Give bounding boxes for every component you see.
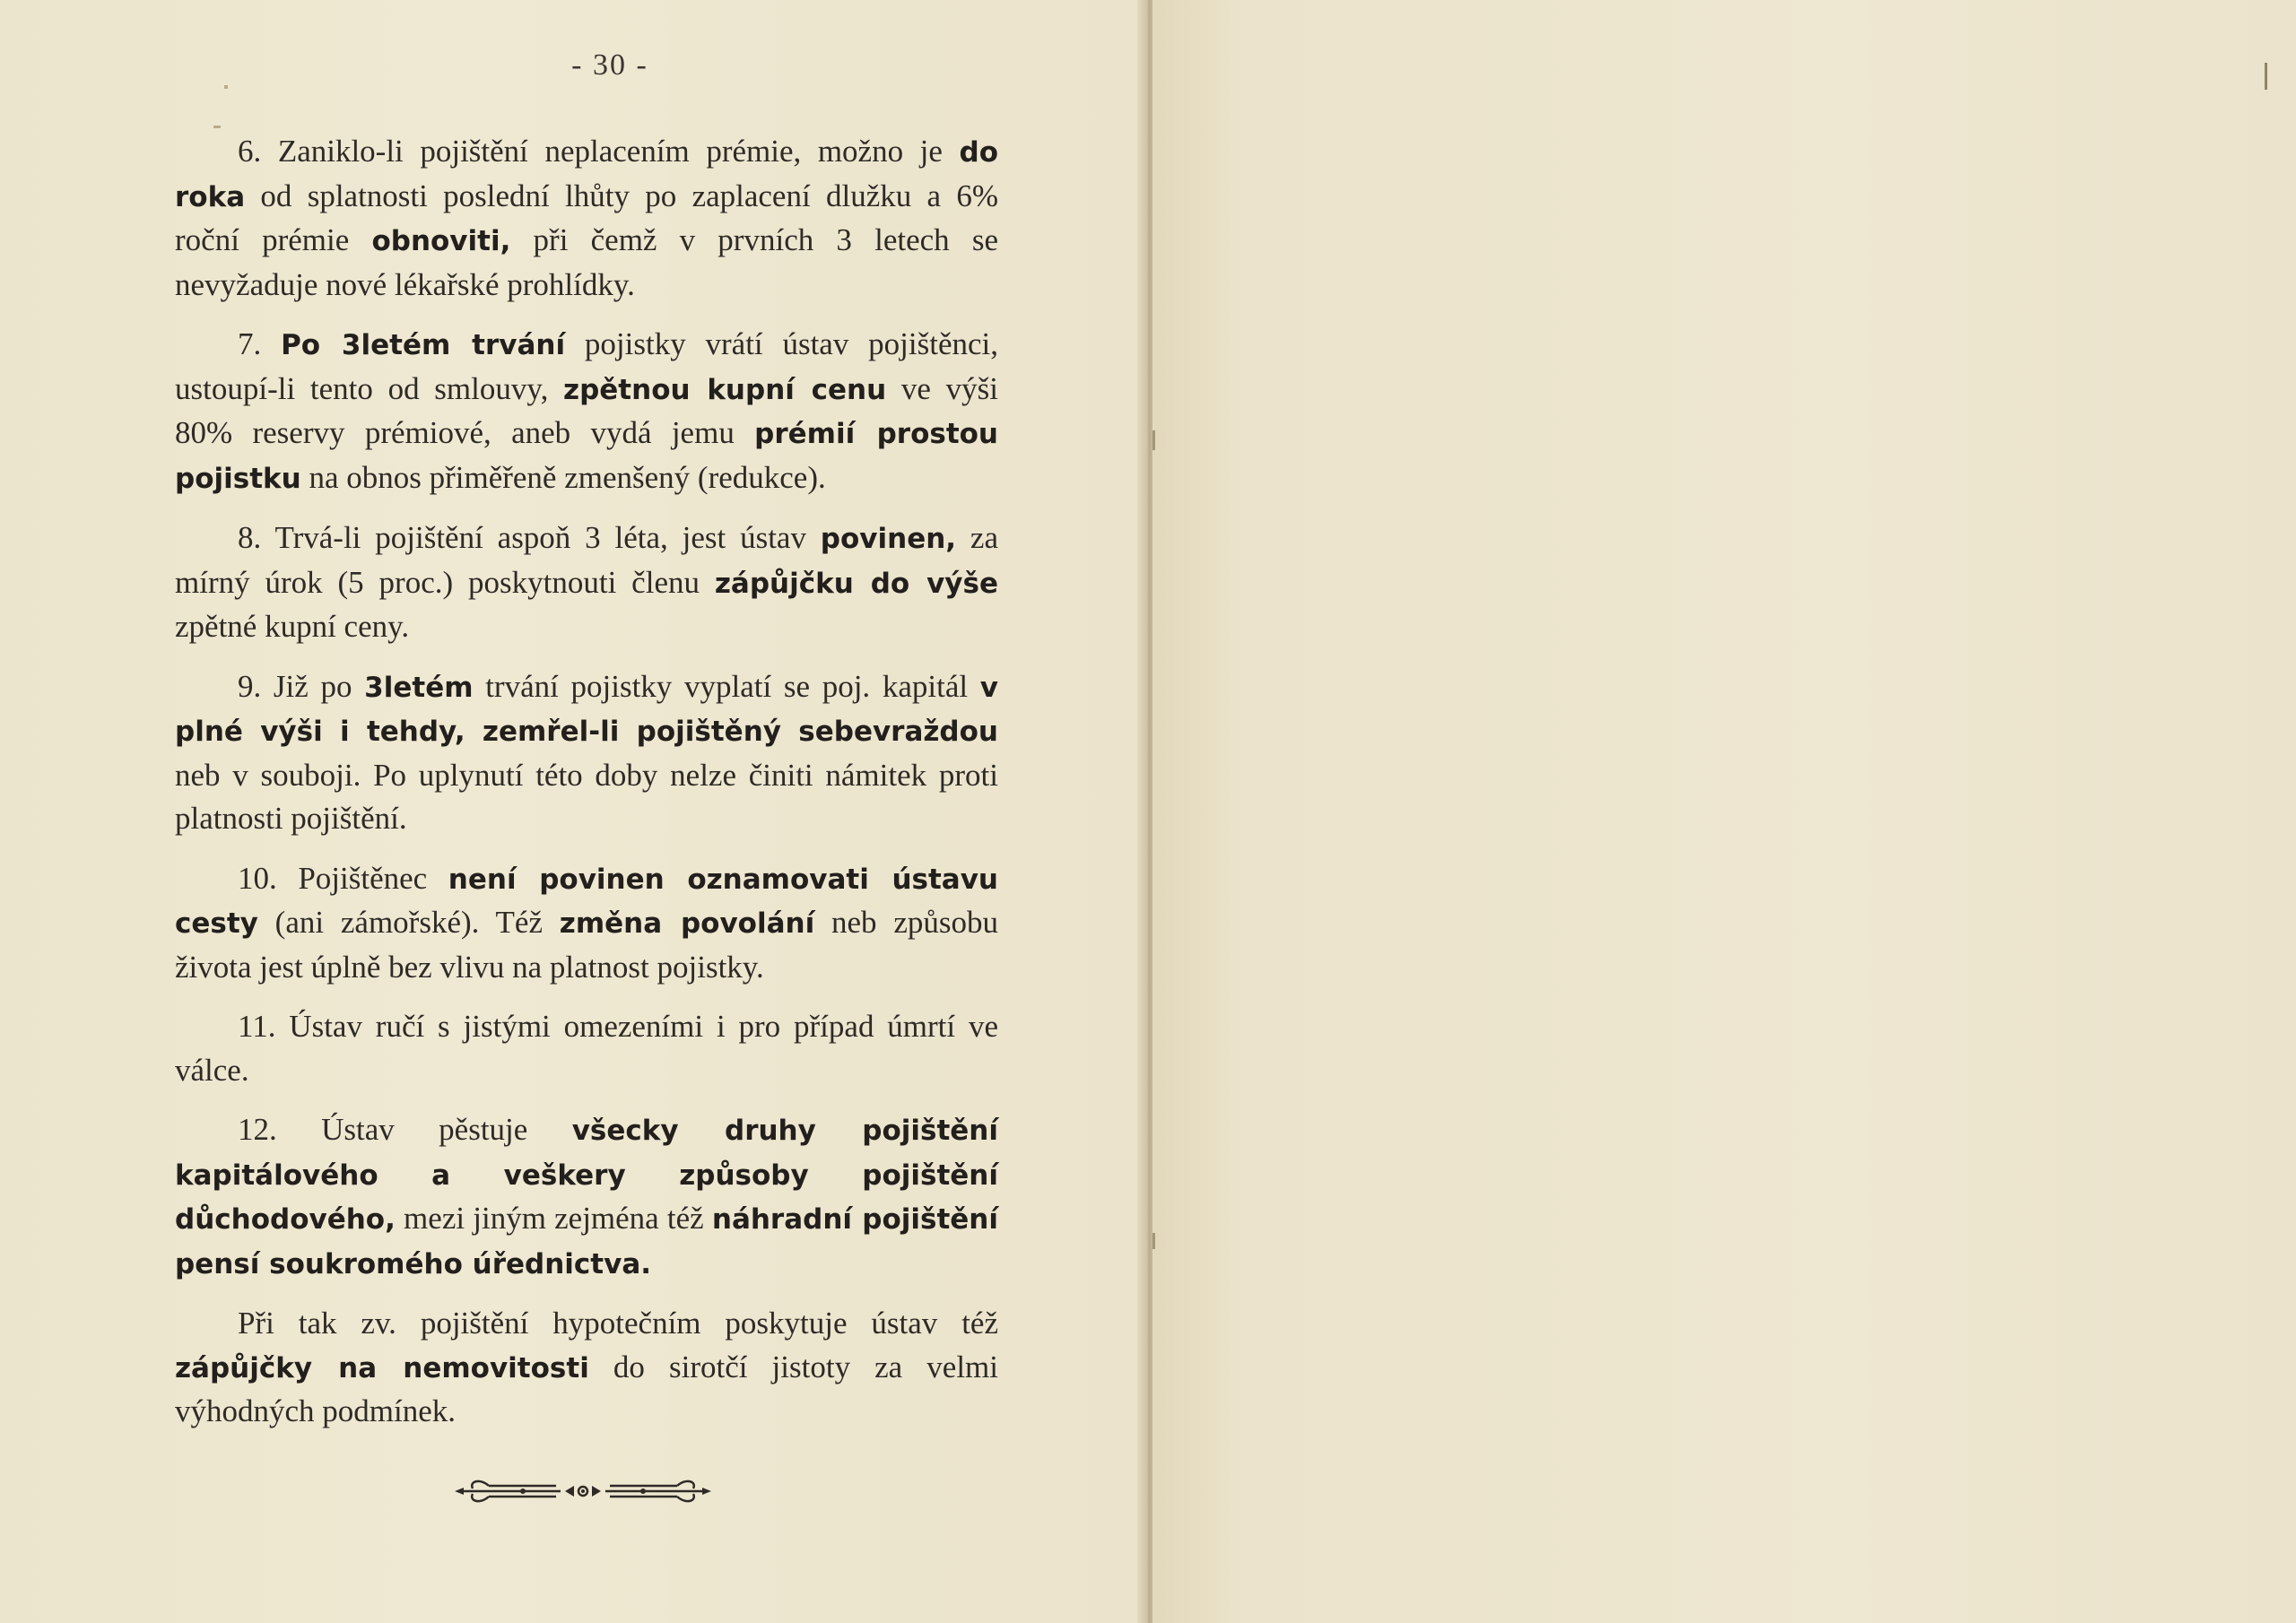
text-run: pojistky vrátí ústav pojištěnci, ustoupí-li tento od smlouvy, <box>175 326 998 406</box>
text-run: (ani zámořské). Též <box>257 905 560 940</box>
text-run: ve výši 80% reservy prémiové, aneb vydá jemu <box>175 370 998 450</box>
margin-mark <box>2265 63 2267 90</box>
text-run: mezi jiným zejména též <box>395 1201 712 1236</box>
bold-text: do roka <box>175 136 998 213</box>
margin-mark <box>1152 1233 1155 1249</box>
page-number: - 30 - <box>571 48 648 82</box>
text-run: neb způsobu života jest úplně bez vlivu na platnost pojistky. <box>175 905 998 985</box>
right-page <box>1152 0 2296 1623</box>
bold-text: Po 3letém trvání <box>281 329 566 361</box>
paragraph <box>175 1108 998 1286</box>
speck <box>213 126 221 128</box>
paragraph <box>175 857 998 990</box>
paragraph <box>175 665 998 841</box>
bold-text: zápůjčky na nemovitosti <box>175 1351 589 1384</box>
text-run: neb v souboji. Po uplynutí této doby nelze činiti námitek proti platnosti pojištění. <box>175 757 998 836</box>
speck <box>224 85 228 89</box>
text-run: od splatnosti poslední lhůty po zaplacení dlužku a 6% roční prémie <box>175 178 998 257</box>
text-run: 6. Zaniklo-li pojištění neplacením prémie, možno je <box>238 134 960 169</box>
text-run: Při tak zv. pojištění hypotečním poskytuje ústav též <box>238 1306 998 1341</box>
left-page <box>0 0 1144 1623</box>
body-text <box>175 130 998 1450</box>
text-run: 9. Již po <box>238 668 365 704</box>
text-run: 12. Ústav pěstuje <box>238 1112 572 1147</box>
bold-text: povinen, <box>820 523 957 555</box>
bold-text: není povinen oznamovati ústavu cesty <box>175 863 998 940</box>
bold-text: zápůjčku do výše <box>714 567 998 600</box>
paragraph <box>175 1302 998 1434</box>
bold-text: v plné výši i tehdy, zemřel-li pojištěný sebevraždou <box>175 671 998 748</box>
bold-text: 3letém <box>364 671 474 704</box>
ornament-divider-icon <box>453 1471 713 1512</box>
text-run: do sirotčí jistoty za velmi výhodných podmínek. <box>175 1349 998 1428</box>
bold-text: zpětnou kupní cenu <box>563 373 887 406</box>
bold-text: změna povolání <box>559 907 815 940</box>
bold-text: prémií prostou pojistku <box>175 418 998 495</box>
paragraph <box>175 323 998 500</box>
bold-text: obnoviti, <box>371 225 511 257</box>
text-run: při čemž v prvních 3 letech se nevyžaduje nové lékařské prohlídky. <box>175 222 998 302</box>
margin-mark <box>1152 430 1155 450</box>
text-run: trvání pojistky vyplatí se poj. kapitál <box>473 668 980 704</box>
text-run: na obnos přiměřeně zmenšený (redukce). <box>300 459 826 495</box>
paragraph <box>175 130 998 307</box>
bold-text: náhradní pojištění pensí soukromého úřednictva. <box>175 1203 998 1280</box>
text-run: zpětné kupní ceny. <box>175 609 410 644</box>
paragraph <box>175 1005 998 1092</box>
text-run: 8. Trvá-li pojištění aspoň 3 léta, jest ústav <box>238 520 821 555</box>
text-run: za mírný úrok (5 proc.) poskytnouti členu <box>175 520 998 600</box>
paragraph <box>175 516 998 649</box>
text-run: 10. Pojištěnec <box>238 860 448 896</box>
text-run: 11. Ústav ručí s jistými omezeními i pro případ úmrtí ve válce. <box>175 1009 998 1088</box>
text-run: 7. <box>238 326 282 361</box>
bold-text: všecky druhy pojištění kapitálového a veškery způsoby pojištění důchodového, <box>175 1115 998 1236</box>
